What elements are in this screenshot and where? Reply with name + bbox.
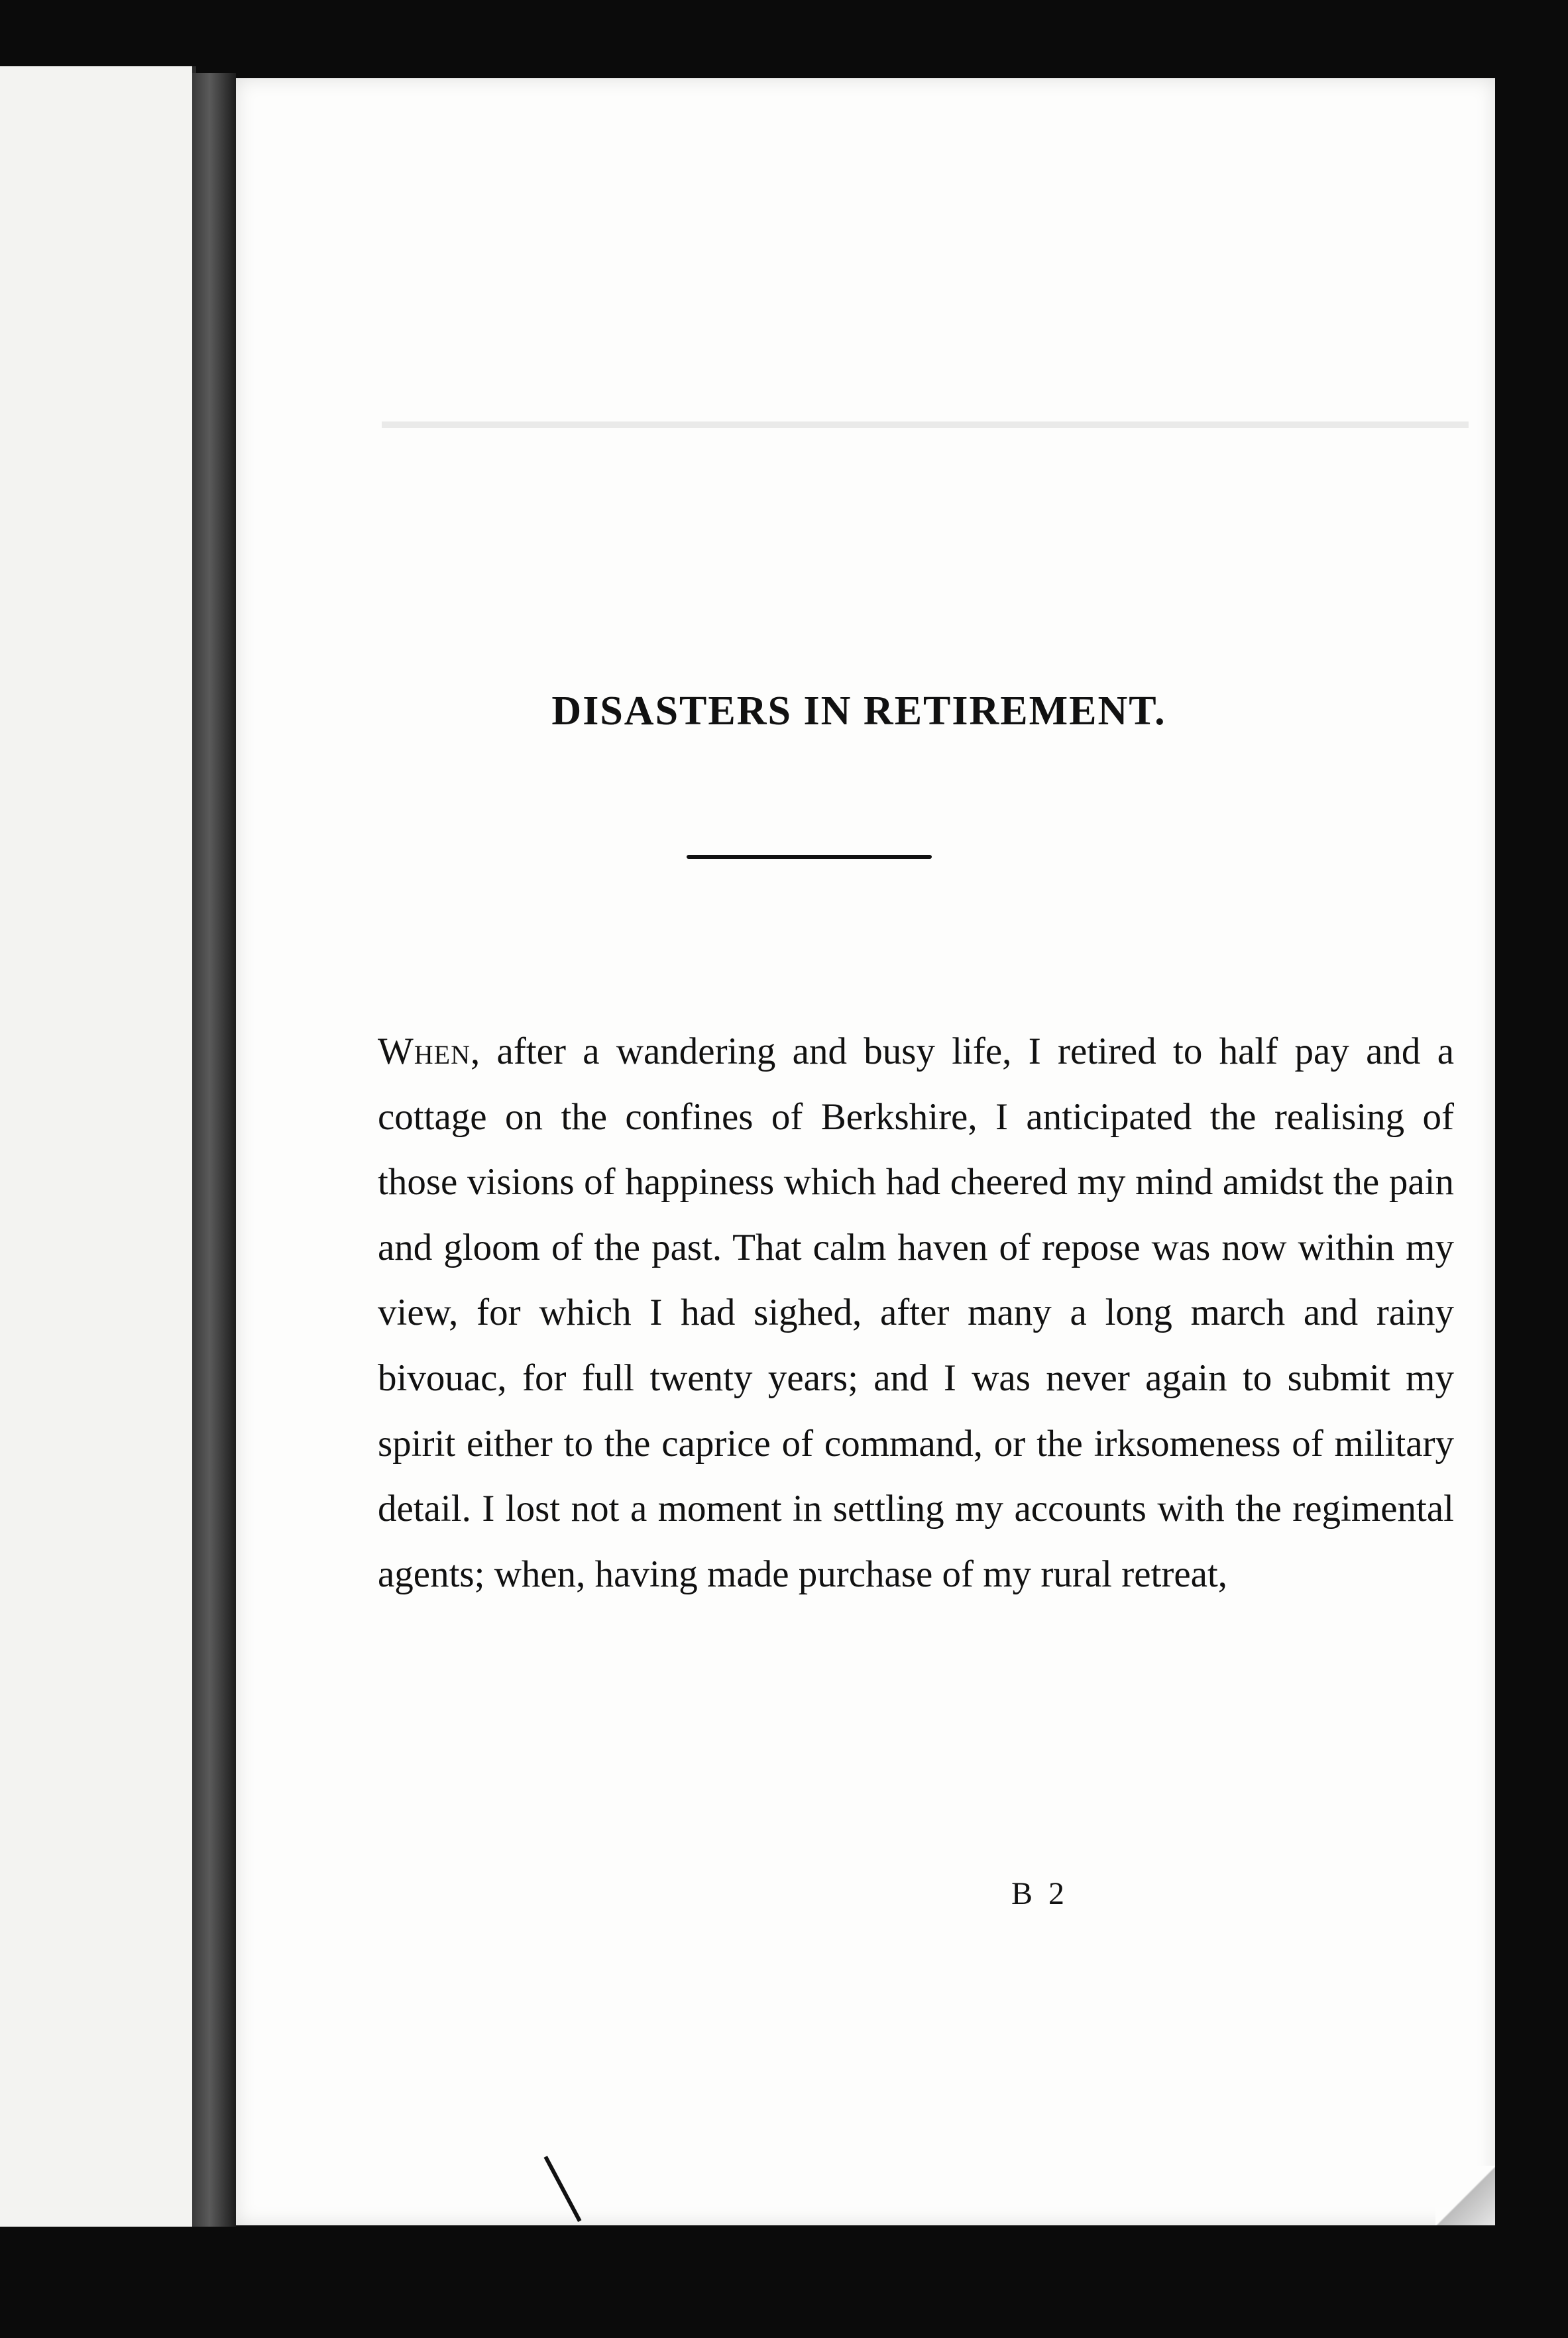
left-page-edge bbox=[0, 66, 196, 2227]
pencil-stroke-mark bbox=[544, 2156, 582, 2222]
book-gutter bbox=[192, 73, 236, 2227]
book-page bbox=[236, 78, 1495, 2225]
page-title: DISASTERS IN RETIREMENT. bbox=[551, 689, 1166, 734]
signature-mark: B 2 bbox=[1011, 1876, 1069, 1911]
opening-word: When bbox=[378, 1030, 471, 1072]
title-divider-rule bbox=[687, 855, 932, 859]
body-paragraph bbox=[378, 1019, 1454, 1607]
body-text-rest: , after a wandering and busy life, I retired to half pay and a cottage on the confines of Berkshire, I anticipated the realising of those visions of happiness which had cheered my mind amidst the pain and gloom of the past. That calm haven of repose was now within my view, for which I had sighed, after many a long march and rainy bivouac, for full twenty years; and I was never again to submit my spirit either to the caprice of command, or the irksomeness of military detail. I lost not a moment in settling my accounts with the regimental agents; when, having made purchase of my rural retreat, bbox=[378, 1030, 1454, 1595]
page-corner-curl bbox=[1435, 2166, 1495, 2225]
bleed-through-lines bbox=[382, 357, 1469, 820]
